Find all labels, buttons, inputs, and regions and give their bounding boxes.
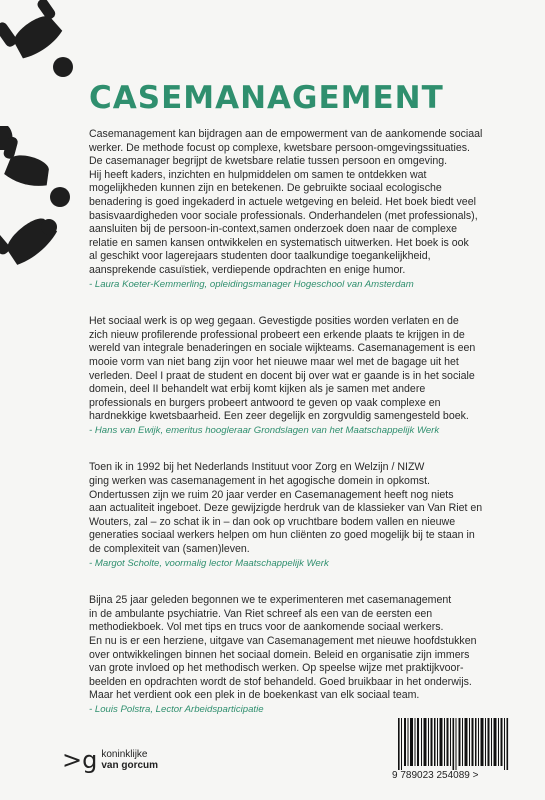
text-line: van grote invloed op het methodisch werken. Op speelse wijze met praktijkvoor-	[89, 662, 464, 675]
text-line: basisvaardigheden voor sociale professionals. Onderhandelen (met professionals),	[89, 209, 478, 222]
text-line: over ontwikkelingen binnen het sociaal domein. Beleid en organisatie zijn immers	[89, 648, 470, 661]
text-line: Toen ik in 1992 bij het Nederlands Instituut voor Zorg en Welzijn / NIZW	[89, 461, 425, 474]
text-line: Wouters, zal – zo schat ik in – dan ook op vruchtbare bodem vallen en nieuwe	[89, 515, 456, 528]
text-line: methodiekboek. Vol met tips en trucs voor de aankomende sociaal werkers.	[89, 621, 444, 634]
barcode-number: 9 789023 254089 >	[392, 770, 479, 781]
text-line: beelden en opdrachten wordt de stof behandeld. Goed bruikbaar in het onderwijs.	[89, 675, 472, 688]
publisher-symbol: >g	[62, 746, 98, 774]
publisher-logo	[62, 748, 158, 772]
text-line: aan actualiteit ingeboet. Deze gewijzigde herdruk van de klassieker van Van Riet en	[89, 502, 483, 515]
text-line: de complexiteit van (samen)leven.	[89, 543, 250, 556]
text-line: relatie en samen kansen ontwikkelen en systematisch uitwerken. Het boek is ook	[89, 236, 469, 249]
attribution: - Louis Polstra, Lector Arbeidsparticipatie	[89, 703, 264, 715]
attribution: - Margot Scholte, voormalig lector Maatschappelijk Werk	[89, 557, 329, 569]
endorsements	[89, 128, 519, 741]
publisher-name	[101, 749, 158, 771]
text-line: aansprekende casuïstiek, verdiepende opdrachten en enige humor.	[89, 263, 406, 276]
barcode-icon	[398, 718, 510, 770]
text-line: in de ambulante psychiatrie. Van Riet schreef als een van de eersten een	[89, 607, 433, 620]
endorsement-1	[89, 128, 519, 291]
text-line: Bijna 25 jaar geleden begonnen we te experimenteren met casemanagement	[89, 594, 452, 607]
text-line: Maar het verdient ook een plek in de boekenkast van elk sociaal team.	[89, 689, 420, 702]
text-line: domein, deel II behandelt wat erbij komt kijken als je samen met andere	[89, 383, 426, 396]
text-line: Casemanagement kan bijdragen aan de empowerment van de aankomende sociaal	[89, 128, 483, 140]
text-line: Het sociaal werk is op weg gegaan. Gevestigde posities worden verlaten en de	[89, 315, 459, 328]
text-line: mogelijkheden kunnen zijn en betekenen. De gebruikte sociaal ecologische	[89, 182, 442, 195]
text-line: De casemanager begrijpt de kwetsbare relatie tussen persoon en omgeving.	[89, 155, 448, 168]
text-line: zich nieuw profilerende professional probeert een erkende plaats te krijgen in de	[89, 328, 465, 341]
text-line: al geschikt voor lagerejaars studenten door taalkundige toegankelijkheid,	[89, 250, 431, 263]
text-line: Ondertussen zijn we ruim 20 jaar verder en Casemanagement heeft nog niets	[89, 488, 454, 501]
endorsement-4	[89, 594, 519, 716]
text-line: verleden. Deel I praat de student en docent bij over wat er gaande is in het sociale	[89, 369, 475, 382]
endorsement-3	[89, 461, 519, 570]
attribution: - Hans van Ewijk, emeritus hoogleraar Grondslagen van het Maatschappelijk Werk	[89, 424, 440, 436]
text-line: generaties sociaal werkers helpen om hun cliënten zo goed mogelijk bij te staan in	[89, 529, 475, 542]
publisher-line: van gorcum	[101, 760, 159, 771]
book-title: CASEMANAGEMENT	[89, 80, 444, 116]
person-figures-icon	[0, 0, 90, 300]
text-line: wereld van integrale benaderingen en sociale wijkteams. Casemanagement is een	[89, 342, 476, 355]
text-line: mooie vorm van niet bang zijn voor het nieuwe maar wel met de bagage uit het	[89, 355, 459, 368]
text-line: Hij heeft kaders, inzichten en hulpmiddelen om samen te ontdekken wat	[89, 168, 427, 181]
endorsement-2	[89, 315, 519, 437]
publisher-line: koninklijke	[101, 749, 148, 760]
text-line: ging werken was casemanagement in het agogische domein in opkomst.	[89, 475, 430, 488]
text-line: benadering is goed ingekaderd in actuele wetgeving en beleid. Het boek biedt veel	[89, 195, 476, 208]
text-line: hardnekkige kwetsbaarheid. Een zeer degelijk en zorgvuldig samengesteld boek.	[89, 410, 469, 423]
text-line: werker. De methode focust op complexe, kwetsbare persoon-omgevingssituaties.	[89, 141, 470, 154]
text-line: aansluiten bij de persoon-in-context,samen onderzoek doen naar de complexe	[89, 223, 458, 236]
attribution: - Laura Koeter-Kemmerling, opleidingsmanager Hogeschool van Amsterdam	[89, 278, 414, 290]
text-line: professionals en burgers probeert antwoord te geven op vaak complexe en	[89, 396, 441, 409]
text-line: En nu is er een herziene, uitgave van Casemanagement met nieuwe hoofdstukken	[89, 635, 477, 647]
